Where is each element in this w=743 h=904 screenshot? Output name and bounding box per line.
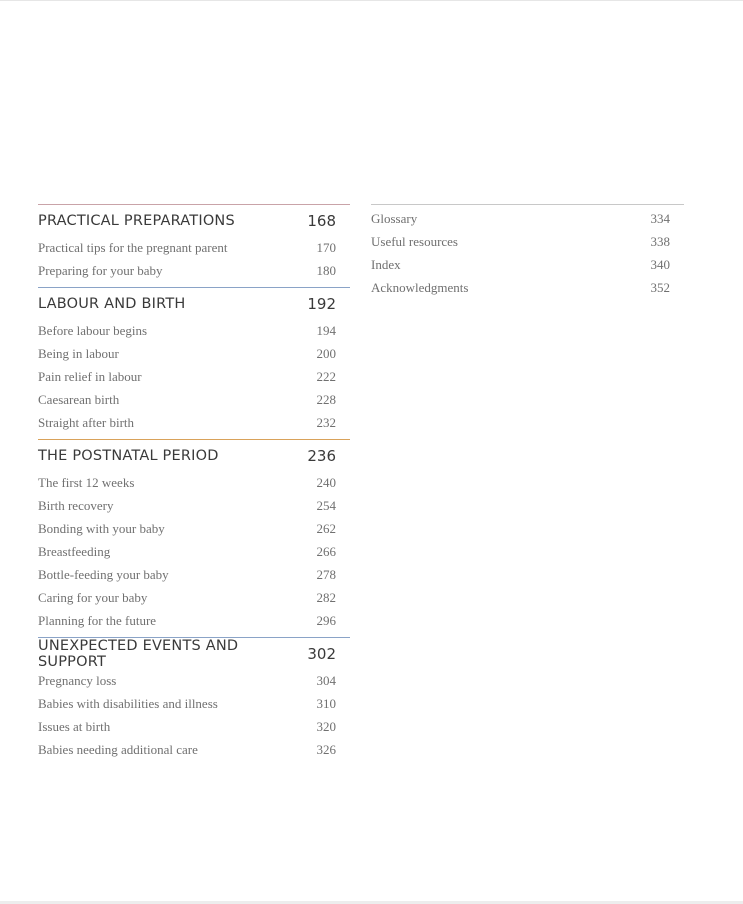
entry-label: Straight after birth — [38, 414, 135, 430]
toc-entry-glossary[interactable] — [371, 207, 684, 230]
entry-page-number: 254 — [316, 497, 336, 513]
toc-entry[interactable] — [38, 365, 350, 388]
toc-entry-acknowledgments[interactable] — [371, 276, 684, 299]
entry-page-number: 194 — [316, 322, 336, 338]
toc-entry[interactable] — [38, 388, 350, 411]
entry-label: Bottle-feeding your baby — [38, 566, 169, 582]
entry-label: The first 12 weeks — [38, 474, 135, 490]
section-title: LABOUR AND BIRTH — [38, 296, 186, 312]
toc-entry-index[interactable] — [371, 253, 684, 276]
section-page-number: 302 — [307, 645, 336, 663]
back-matter-list — [371, 204, 684, 299]
section-labour-and-birth — [38, 287, 350, 439]
toc-entry[interactable] — [38, 563, 350, 586]
toc-entry[interactable] — [38, 586, 350, 609]
entry-label: Preparing for your baby — [38, 262, 163, 278]
entry-page-number: 170 — [316, 239, 336, 255]
entry-page-number: 262 — [316, 520, 336, 536]
toc-entry[interactable] — [38, 517, 350, 540]
entry-page-number: 338 — [650, 233, 670, 249]
entry-page-number: 340 — [650, 256, 670, 272]
entry-label: Breastfeeding — [38, 543, 111, 559]
toc-entry[interactable] — [38, 342, 350, 365]
entry-page-number: 296 — [316, 612, 336, 628]
toc-entry[interactable] — [38, 236, 350, 259]
toc-entry[interactable] — [38, 259, 350, 282]
entry-label: Birth recovery — [38, 497, 114, 513]
toc-entry-useful-resources[interactable] — [371, 230, 684, 253]
entry-label: Babies with disabilities and illness — [38, 695, 218, 711]
toc-entry[interactable] — [38, 738, 350, 761]
toc-entry[interactable] — [38, 669, 350, 692]
section-heading[interactable] — [38, 638, 350, 669]
entry-label: Babies needing additional care — [38, 741, 198, 757]
entry-page-number: 278 — [316, 566, 336, 582]
section-postnatal-period — [38, 439, 350, 637]
section-practical-preparations — [38, 204, 350, 287]
contents-left-column — [38, 204, 350, 766]
section-page-number: 192 — [307, 295, 336, 313]
entry-label: Planning for the future — [38, 612, 157, 628]
entry-page-number: 180 — [316, 262, 336, 278]
entry-label: Practical tips for the pregnant parent — [38, 239, 228, 255]
entry-page-number: 310 — [316, 695, 336, 711]
toc-entry[interactable] — [38, 494, 350, 517]
contents-right-column — [371, 204, 684, 299]
section-heading[interactable] — [38, 288, 350, 319]
entry-page-number: 240 — [316, 474, 336, 490]
page-top-border — [0, 0, 743, 1]
toc-entry[interactable] — [38, 609, 350, 632]
entry-label: Pregnancy loss — [38, 672, 117, 688]
section-page-number: 236 — [307, 447, 336, 465]
entry-label: Index — [371, 256, 401, 272]
entry-page-number: 232 — [316, 414, 336, 430]
toc-entry[interactable] — [38, 540, 350, 563]
toc-entry[interactable] — [38, 471, 350, 494]
section-title: UNEXPECTED EVENTS AND SUPPORT — [38, 638, 239, 670]
entry-page-number: 326 — [316, 741, 336, 757]
entry-page-number: 266 — [316, 543, 336, 559]
entry-page-number: 282 — [316, 589, 336, 605]
toc-entry[interactable] — [38, 715, 350, 738]
entry-label: Pain relief in labour — [38, 368, 142, 384]
toc-entry[interactable] — [38, 692, 350, 715]
entry-label: Being in labour — [38, 345, 119, 361]
entry-label: Acknowledgments — [371, 279, 469, 295]
entry-label: Bonding with your baby — [38, 520, 165, 536]
section-heading[interactable] — [38, 440, 350, 471]
section-title: PRACTICAL PREPARATIONS — [38, 213, 235, 229]
entry-label: Useful resources — [371, 233, 458, 249]
entry-page-number: 304 — [316, 672, 336, 688]
toc-entry[interactable] — [38, 319, 350, 342]
section-unexpected-events-and-support — [38, 637, 350, 766]
entry-page-number: 200 — [316, 345, 336, 361]
entry-label: Caesarean birth — [38, 391, 120, 407]
entry-page-number: 228 — [316, 391, 336, 407]
entry-page-number: 320 — [316, 718, 336, 734]
entry-label: Caring for your baby — [38, 589, 148, 605]
entry-label: Issues at birth — [38, 718, 111, 734]
entry-page-number: 222 — [316, 368, 336, 384]
entry-page-number: 334 — [650, 210, 670, 226]
entry-page-number: 352 — [650, 279, 670, 295]
section-title: THE POSTNATAL PERIOD — [38, 448, 219, 464]
entry-label: Glossary — [371, 210, 418, 226]
section-page-number: 168 — [307, 212, 336, 230]
toc-entry[interactable] — [38, 411, 350, 434]
section-heading[interactable] — [38, 205, 350, 236]
entry-label: Before labour begins — [38, 322, 148, 338]
